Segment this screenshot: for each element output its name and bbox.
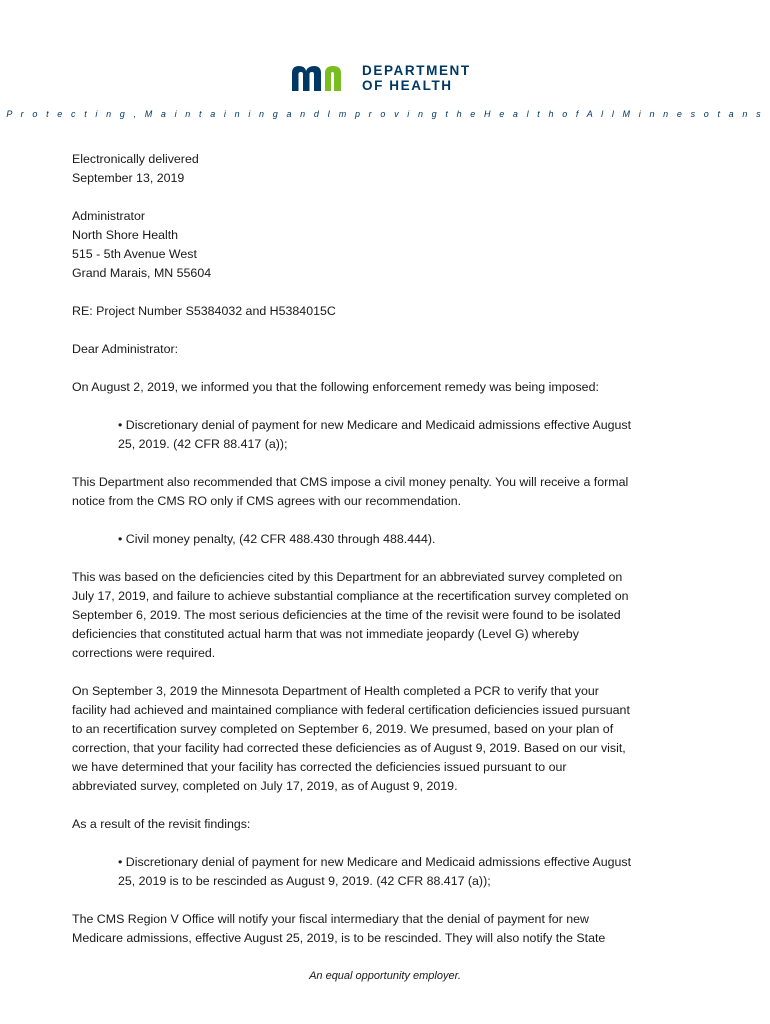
- recipient-street: 515 - 5th Avenue West: [72, 247, 197, 261]
- recipient-address: [72, 207, 698, 283]
- footer-equal-opportunity: An equal opportunity employer.: [309, 970, 461, 982]
- logo-text: [362, 63, 471, 93]
- recipient-title: Administrator: [72, 209, 145, 223]
- recipient-org: North Shore Health: [72, 228, 179, 242]
- paragraph-1: On August 2, 2019, we informed you that the following enforcement remedy was being imposed:: [72, 380, 599, 394]
- mdh-logo: [290, 63, 490, 95]
- letterhead-tagline: P r o t e c t i n g , M a i n t a i n i n g a n d I m p r o v i n g t h e H e a l t h o f A l l M i n n e s o t a n s: [6, 109, 764, 119]
- paragraph-2: This Department also recommended that CMS impose a civil money penalty. You will receive a formal notice from the CMS RO only if CMS agrees with our recommendation.: [72, 475, 629, 508]
- re-line: RE: Project Number S5384032 and H5384015C: [72, 304, 336, 318]
- salutation: Dear Administrator:: [72, 342, 179, 356]
- paragraph-6: The CMS Region V Office will notify your fiscal intermediary that the denial of payment for new Medicare admissions, effective August 25, 2019, is to be rescinded. They will also notify the State: [72, 912, 606, 945]
- bullet-2: • Civil money penalty, (42 CFR 488.430 through 488.444).: [118, 532, 436, 546]
- delivery-block: [72, 150, 698, 188]
- logo-line-2: OF HEALTH: [362, 78, 453, 93]
- letter-body: [72, 150, 698, 967]
- bullet-3: • Discretionary denial of payment for new Medicare and Medicaid admissions effective August 25, 2019 is to be rescinded as August 9, 2019. (42 CFR 88.417 (a));: [118, 855, 632, 888]
- bullet-1: • Discretionary denial of payment for new Medicare and Medicaid admissions effective August 25, 2019. (42 CFR 88.417 (a));: [118, 418, 632, 451]
- paragraph-4: On September 3, 2019 the Minnesota Department of Health completed a PCR to verify that your facility had achieved and maintained compliance with federal certification deficiencies issued pursuant to an recertification survey completed on September 6, 2019. We presumed, based on your plan of correction, that your facility had corrected these deficiencies as of August 9, 2019. Based on our visit, we have determined that your facility has corrected the deficiencies issued pursuant to our abbreviated survey, completed on July 17, 2019, as of August 9, 2019.: [72, 684, 630, 793]
- letter-date: September 13, 2019: [72, 171, 185, 185]
- delivery-method: Electronically delivered: [72, 152, 199, 166]
- mn-logo-mark-icon: [290, 63, 356, 93]
- paragraph-5: As a result of the revisit findings:: [72, 817, 251, 831]
- paragraph-3: This was based on the deficiencies cited by this Department for an abbreviated survey completed on July 17, 2019, and failure to achieve substantial compliance at the recertification survey completed on September 6, 2019. The most serious deficiencies at the time of the revisit were found to be isolated deficiencies that constituted actual harm that was not immediate jeopardy (Level G) whereby corrections were required.: [72, 570, 629, 660]
- recipient-city: Grand Marais, MN 55604: [72, 266, 212, 280]
- logo-line-1: DEPARTMENT: [362, 63, 471, 78]
